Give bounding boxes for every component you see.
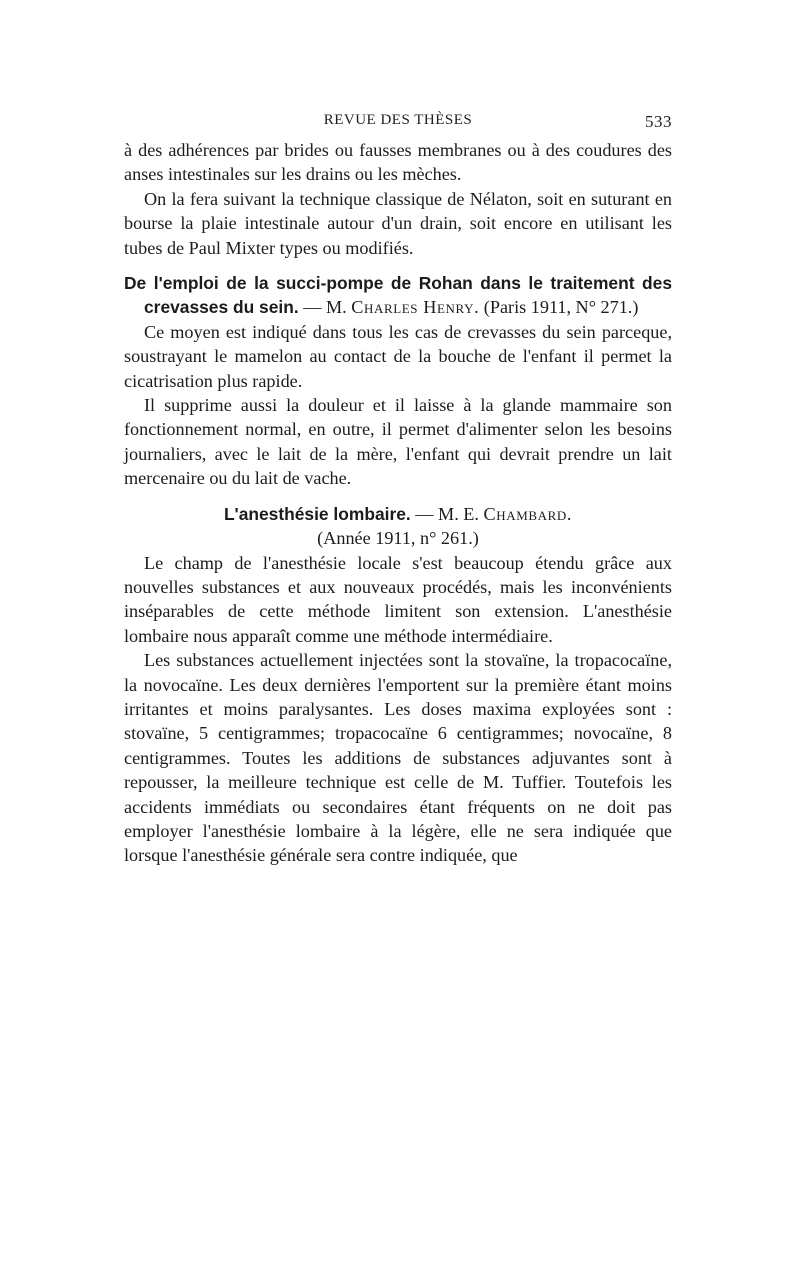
article-2-paragraph-2: Les substances actuellement injectées sont la stovaïne, la tropacocaïne, la novocaïne. Les deux dernières l'emportent sur la première étant moins irritantes et moins paralysantes. Les doses maxima exployées sont : stovaïne, 5 centigrammes; tropacocaïne 6 centigrammes; novocaïne, 8 centigrammes. Toutes les additions de substances adjuvantes sont à repousser, la meilleure technique est celle de M. Tuffier. Toutefois les accidents immédiats ou secondaires étant fréquents on ne doit pas employer l'anesthésie lombaire à la légère, elle ne sera indiquée que lorsque l'anesthésie générale sera contre indiquée, que	[124, 650, 672, 866]
article-1-heading	[124, 271, 672, 320]
running-header	[124, 112, 672, 138]
running-title: REVUE DES THÈSES	[323, 112, 473, 128]
article-1-title: De l'emploi de la succi-pompe de Rohan dans le traitement des crevasses du sein.	[124, 273, 672, 318]
article-2-paragraph-1: Le champ de l'anesthésie locale s'est beaucoup étendu grâce aux nouvelles substances et aux nouveaux procédés, mais les inconvénients inséparables de cette méthode limitent son extension. L'anesthésie lombaire nous apparaît comme une méthode intermédiaire.	[124, 552, 672, 646]
article-1-paragraph-1: Ce moyen est indiqué dans tous les cas de crevasses du sein parceque, soustrayant le mamelon au contact de la bouche de l'enfant il permet la cicatrisation plus rapide.	[124, 321, 672, 391]
article-2-author: Chambard.	[483, 503, 573, 524]
article-1-author-prefix: — M.	[303, 297, 347, 318]
article-1-author: Charles Henry.	[351, 297, 480, 318]
continuation-paragraph-1: à des adhérences par brides ou fausses membranes ou à des coudures des anses intestinales sur les drains ou les mèches.	[124, 140, 672, 185]
article-1-paragraph-2: Il supprime aussi la douleur et il laisse à la glande mammaire son fonctionnement normal, en outre, il permet d'alimenter selon les besoins journaliers, avec le lait de la mère, l'enfant qui devrait prendre un lait mercenaire ou du lait de vache.	[124, 395, 672, 489]
article-2-title: L'anesthésie lombaire.	[223, 503, 411, 524]
article-2-citation: (Année 1911, n° 261.)	[317, 528, 479, 549]
article-2-heading	[124, 502, 672, 551]
book-page	[124, 112, 672, 868]
article-2-author-prefix: — M. E.	[415, 503, 479, 524]
page-number: 533	[645, 112, 672, 131]
article-1-citation: (Paris 1911, N° 271.)	[483, 297, 639, 318]
continuation-paragraph-2: On la fera suivant la technique classique de Nélaton, soit en suturant en bourse la plaie intestinale autour d'un drain, soit encore en utilisant les tubes de Paul Mixter types ou modifiés.	[124, 188, 672, 258]
